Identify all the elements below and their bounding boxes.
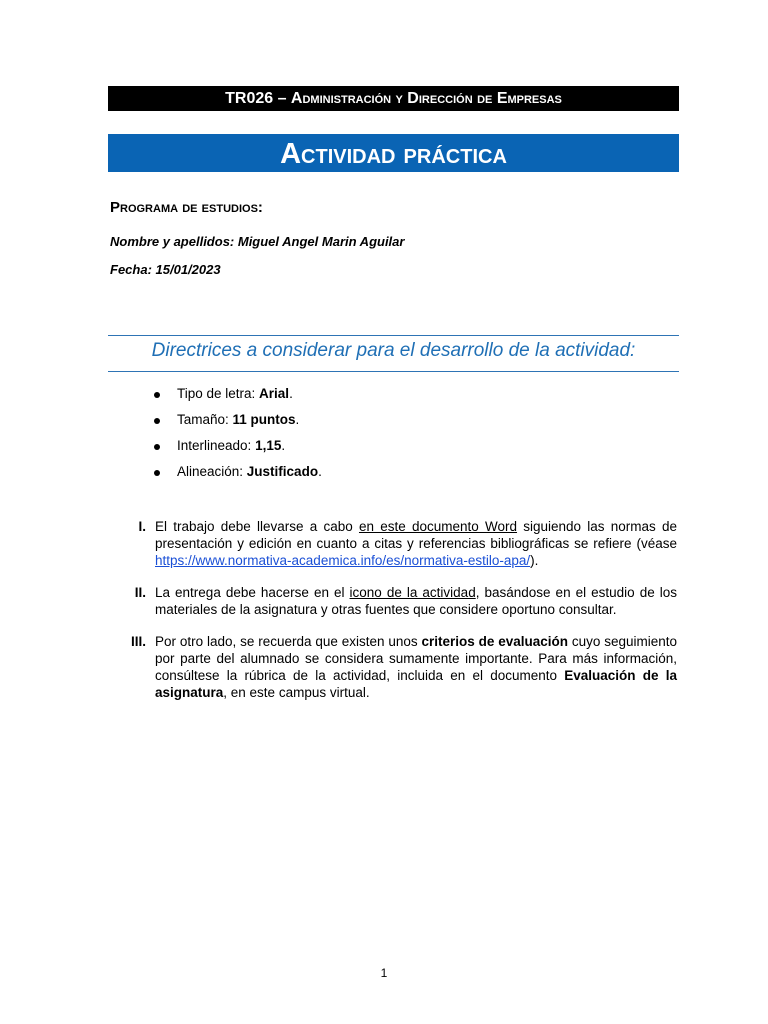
program-label: Programa de estudios: [110, 199, 263, 216]
bullet-value: Justificado [246, 464, 319, 479]
section-title: Directrices a considerar para el desarrollo de la actividad: [151, 340, 636, 361]
bullet-end: . [281, 438, 286, 453]
bullet-label: Alineación: [177, 464, 247, 479]
evaluation-criteria: criterios de evaluación [421, 634, 568, 649]
item-text: El trabajo debe llevarse a cabo en este documento Word siguiendo las normas de presentación y edición en cuanto a citas y referencias bibliográficas se refiere (véase https://www.normativa-academica.info/es/normativa-estilo-apa/). [155, 519, 678, 568]
bullet-end: . [318, 464, 322, 479]
bullet-value: 1,15 [255, 438, 282, 453]
bullet-end: . [289, 386, 293, 401]
course-header-bar [108, 86, 679, 111]
bullet-value: 11 puntos [232, 412, 296, 427]
bullet-label: Interlineado: [177, 438, 256, 453]
bullet-label: Tipo de letra: [177, 386, 260, 401]
bullet-icon [154, 418, 160, 424]
item-text: La entrega debe hacerse en el icono de la actividad, basándose en el estudio de los materiales de la asignatura y otras fuentes que considere oportuno consultar. [155, 585, 677, 617]
item-number: II. [134, 585, 146, 600]
course-name: Administración y Dirección de Empresas [290, 90, 562, 107]
submission-date: Fecha: 15/01/2023 [110, 262, 221, 277]
document-title: Actividad práctica [108, 134, 679, 172]
bullet-value: Arial [259, 386, 290, 401]
bullet-label: Tamaño: [177, 412, 233, 427]
bullet-icon [154, 444, 160, 450]
item-number: I. [138, 519, 146, 534]
item-text: Por otro lado, se recuerda que existen unos criterios de evaluación cuyo seguimiento por parte del alumnado se considera sumamente importante. Para más información, consúltese la rúbrica de la actividad, incluida en el documento Evaluación de la asignatura, en este campus virtual. [155, 634, 677, 700]
student-name: Nombre y apellidos: Miguel Angel Marin Aguilar [110, 234, 405, 249]
bullet-end: . [295, 412, 300, 427]
course-code: TR026 – [225, 90, 291, 107]
item-number: III. [130, 634, 146, 649]
list-item [154, 410, 322, 436]
activity-icon-reference: icono de la actividad [349, 585, 476, 600]
list-item [154, 462, 322, 488]
evaluation-document: Evaluación de la asignatura [155, 668, 677, 700]
bullet-icon [154, 470, 160, 476]
list-item [154, 384, 322, 410]
word-document-reference: en este documento Word [358, 519, 518, 534]
section-rule-bottom [108, 371, 679, 372]
bullet-icon [154, 392, 160, 398]
section-rule-top [108, 335, 679, 336]
format-guidelines-list [154, 384, 322, 488]
apa-norms-link[interactable]: https://www.normativa-academica.info/es/normativa-estilo-apa/ [155, 553, 531, 568]
page-number: 1 [380, 966, 388, 980]
list-item [154, 436, 322, 462]
